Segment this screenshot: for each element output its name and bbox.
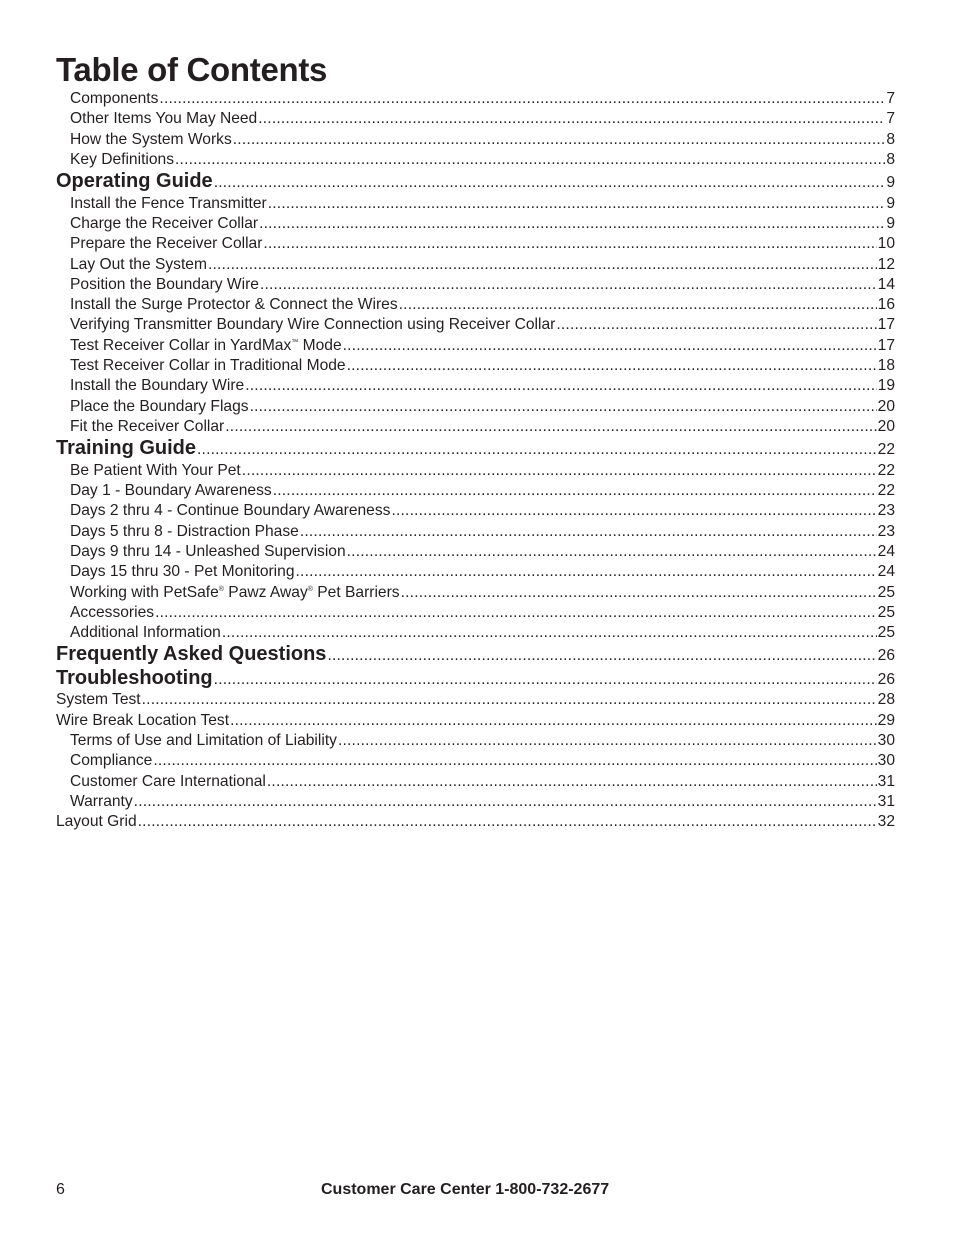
toc-entry-row[interactable] xyxy=(56,812,895,832)
dot-leader xyxy=(153,751,876,771)
toc-entry-row[interactable] xyxy=(56,562,895,582)
toc-page-number: 9 xyxy=(886,194,895,212)
dot-leader xyxy=(260,275,877,295)
toc-page-number: 25 xyxy=(877,624,895,642)
page-title: Table of Contents xyxy=(56,51,328,88)
toc-entry-label: Customer Care International xyxy=(70,772,266,790)
toc-entry-label: Days 5 thru 8 - Distraction Phase xyxy=(70,522,299,540)
toc-entry-label: Place the Boundary Flags xyxy=(70,397,249,415)
toc-entry-label: Test Receiver Collar in Traditional Mode xyxy=(70,357,346,375)
toc-entry-label: Position the Boundary Wire xyxy=(70,275,259,293)
dot-leader xyxy=(142,690,877,710)
toc-entry-label: Layout Grid xyxy=(56,813,137,831)
dot-leader xyxy=(225,417,876,437)
toc-page-number: 26 xyxy=(877,647,895,665)
toc-entry-label: Key Definitions xyxy=(70,150,175,168)
toc-entry-row[interactable] xyxy=(56,522,895,542)
page-footer xyxy=(56,1181,895,1203)
toc-entry-row[interactable] xyxy=(56,623,895,643)
toc-page-number: 25 xyxy=(877,583,895,601)
dot-leader xyxy=(233,130,886,150)
toc-entry-label: Days 2 thru 4 - Continue Boundary Awareness xyxy=(70,502,391,520)
toc-page-number: 22 xyxy=(877,461,895,479)
toc-entry-row[interactable] xyxy=(56,295,895,315)
toc-entry-label: Days 9 thru 14 - Unleashed Supervision xyxy=(70,542,346,560)
toc-entry-label: Lay Out the System xyxy=(70,255,207,273)
dot-leader xyxy=(214,668,877,692)
toc-entry-label: Test Receiver Collar in YardMax™ Mode xyxy=(70,336,342,354)
toc-entry-label: Components xyxy=(70,90,159,107)
dot-leader xyxy=(259,214,885,234)
toc-entry-row[interactable] xyxy=(56,275,895,295)
toc-entry-label: Additional Information xyxy=(70,624,221,642)
dot-leader xyxy=(296,562,877,582)
dot-leader xyxy=(263,234,876,254)
dot-leader xyxy=(222,623,877,643)
toc-entry-label: Wire Break Location Test xyxy=(56,711,230,729)
toc-entry-row[interactable] xyxy=(56,690,895,710)
toc-entry-row[interactable] xyxy=(56,461,895,481)
toc-entry-label: Training Guide xyxy=(56,437,197,460)
toc-entry-row[interactable] xyxy=(56,130,895,150)
toc-entry-label: Day 1 - Boundary Awareness xyxy=(70,482,272,500)
dot-leader xyxy=(401,583,877,603)
toc-page-number: 17 xyxy=(877,336,895,354)
toc-entry-row[interactable] xyxy=(56,194,895,214)
toc-entry-row[interactable] xyxy=(56,214,895,234)
dot-leader xyxy=(197,438,877,462)
dot-leader xyxy=(273,481,877,501)
toc-section-row[interactable] xyxy=(56,667,895,691)
toc-entry-row[interactable] xyxy=(56,751,895,771)
dot-leader xyxy=(268,194,886,214)
toc-entry-row[interactable] xyxy=(56,336,895,356)
toc-page-number: 16 xyxy=(877,296,895,314)
toc-page-number: 14 xyxy=(877,275,895,293)
toc-entry-label: Warranty xyxy=(70,792,133,810)
toc-page-number: 19 xyxy=(877,377,895,395)
toc-entry-label: Charge the Receiver Collar xyxy=(70,214,259,232)
toc-page-number: 17 xyxy=(877,316,895,334)
toc-entry-row[interactable] xyxy=(56,255,895,275)
toc-entry-row[interactable] xyxy=(56,234,895,254)
toc-entry-label: Troubleshooting xyxy=(56,666,213,689)
toc-page-number: 9 xyxy=(886,174,895,192)
toc-entry-label: Fit the Receiver Collar xyxy=(70,417,225,435)
dot-leader xyxy=(347,542,877,562)
toc-entry-row[interactable] xyxy=(56,583,895,603)
toc-entry-label: Working with PetSafe® Pawz Away® Pet Barriers xyxy=(70,583,400,601)
dot-leader xyxy=(208,255,877,275)
dot-leader xyxy=(300,522,877,542)
toc-entry-row[interactable] xyxy=(56,417,895,437)
toc-entry-row[interactable] xyxy=(56,792,895,812)
dot-leader xyxy=(134,792,877,812)
dot-leader xyxy=(343,336,877,356)
toc-entry-label: Compliance xyxy=(70,752,153,770)
dot-leader xyxy=(155,603,877,623)
toc-page-number: 7 xyxy=(886,90,895,107)
toc-entry-label: System Test xyxy=(56,691,141,709)
dot-leader xyxy=(347,356,877,376)
toc-page-number: 8 xyxy=(886,130,895,148)
toc-page-number: 26 xyxy=(877,670,895,688)
dot-leader xyxy=(175,150,885,170)
dot-leader xyxy=(338,731,877,751)
toc-entry-label: Install the Fence Transmitter xyxy=(70,194,267,212)
toc-page-number: 8 xyxy=(886,150,895,168)
dot-leader xyxy=(267,772,877,792)
toc-entry-row[interactable] xyxy=(56,731,895,751)
dot-leader xyxy=(214,171,886,195)
toc-entry-row[interactable] xyxy=(56,711,895,731)
toc-entry-label: Prepare the Receiver Collar xyxy=(70,235,263,253)
toc-page-number: 24 xyxy=(877,542,895,560)
toc-page-number: 23 xyxy=(877,522,895,540)
toc-page-number: 7 xyxy=(886,110,895,128)
toc-section-row[interactable] xyxy=(56,170,895,194)
toc-entry-row[interactable] xyxy=(56,542,895,562)
toc-entry-row[interactable] xyxy=(56,356,895,376)
dot-leader xyxy=(556,315,876,335)
dot-leader xyxy=(138,812,877,832)
toc-entry-label: Days 15 thru 30 - Pet Monitoring xyxy=(70,563,295,581)
toc-page-number: 22 xyxy=(877,441,895,459)
toc-entry-row[interactable] xyxy=(56,89,895,109)
toc-entry-row[interactable] xyxy=(56,772,895,792)
toc-page-number: 29 xyxy=(877,711,895,729)
dot-leader xyxy=(250,397,877,417)
toc-page-number: 32 xyxy=(877,813,895,831)
dot-leader xyxy=(258,109,885,129)
toc-page-number: 28 xyxy=(877,691,895,709)
customer-care-phone: Customer Care Center 1-800-732-2677 xyxy=(321,1181,610,1198)
toc-entry-label: Operating Guide xyxy=(56,170,213,193)
dot-leader xyxy=(391,501,876,521)
toc-page-number: 24 xyxy=(877,563,895,581)
toc-entry-label: Install the Surge Protector & Connect the Wires xyxy=(70,296,398,314)
toc-entry-row[interactable] xyxy=(56,481,895,501)
toc-entry-row[interactable] xyxy=(56,376,895,396)
toc-page-number: 12 xyxy=(877,255,895,273)
toc-entry-label: Accessories xyxy=(70,603,155,621)
toc-page-number: 30 xyxy=(877,752,895,770)
toc-page-number: 10 xyxy=(877,235,895,253)
toc-page-number: 30 xyxy=(877,732,895,750)
toc-entry-label: Verifying Transmitter Boundary Wire Connection using Receiver Collar xyxy=(70,316,556,334)
dot-leader xyxy=(159,89,885,109)
toc-section-row[interactable] xyxy=(56,643,895,667)
toc-page-number: 20 xyxy=(877,397,895,415)
toc-page-number: 22 xyxy=(877,482,895,500)
page-number: 6 xyxy=(56,1181,65,1198)
dot-leader xyxy=(399,295,877,315)
table-of-contents xyxy=(56,89,895,833)
dot-leader xyxy=(230,711,877,731)
toc-entry-row[interactable] xyxy=(56,315,895,335)
toc-entry-label: Frequently Asked Questions xyxy=(56,643,327,666)
toc-entry-row[interactable] xyxy=(56,603,895,623)
toc-page-number: 9 xyxy=(886,214,895,232)
toc-page-number: 20 xyxy=(877,417,895,435)
dot-leader xyxy=(242,461,877,481)
toc-entry-row[interactable] xyxy=(56,397,895,417)
toc-page-number: 31 xyxy=(877,772,895,790)
toc-entry-row[interactable] xyxy=(56,501,895,521)
toc-entry-row[interactable] xyxy=(56,109,895,129)
toc-page-number: 23 xyxy=(877,502,895,520)
dot-leader xyxy=(245,376,876,396)
toc-entry-label: How the System Works xyxy=(70,130,232,148)
toc-entry-label: Terms of Use and Limitation of Liability xyxy=(70,732,337,750)
toc-section-row[interactable] xyxy=(56,437,895,461)
toc-page-number: 18 xyxy=(877,357,895,375)
toc-page-number: 31 xyxy=(877,792,895,810)
toc-entry-label: Be Patient With Your Pet xyxy=(70,461,241,479)
toc-entry-label: Other Items You May Need xyxy=(70,110,258,128)
toc-entry-label: Install the Boundary Wire xyxy=(70,377,245,395)
toc-entry-row[interactable] xyxy=(56,150,895,170)
dot-leader xyxy=(327,644,876,668)
toc-page-number: 25 xyxy=(877,603,895,621)
